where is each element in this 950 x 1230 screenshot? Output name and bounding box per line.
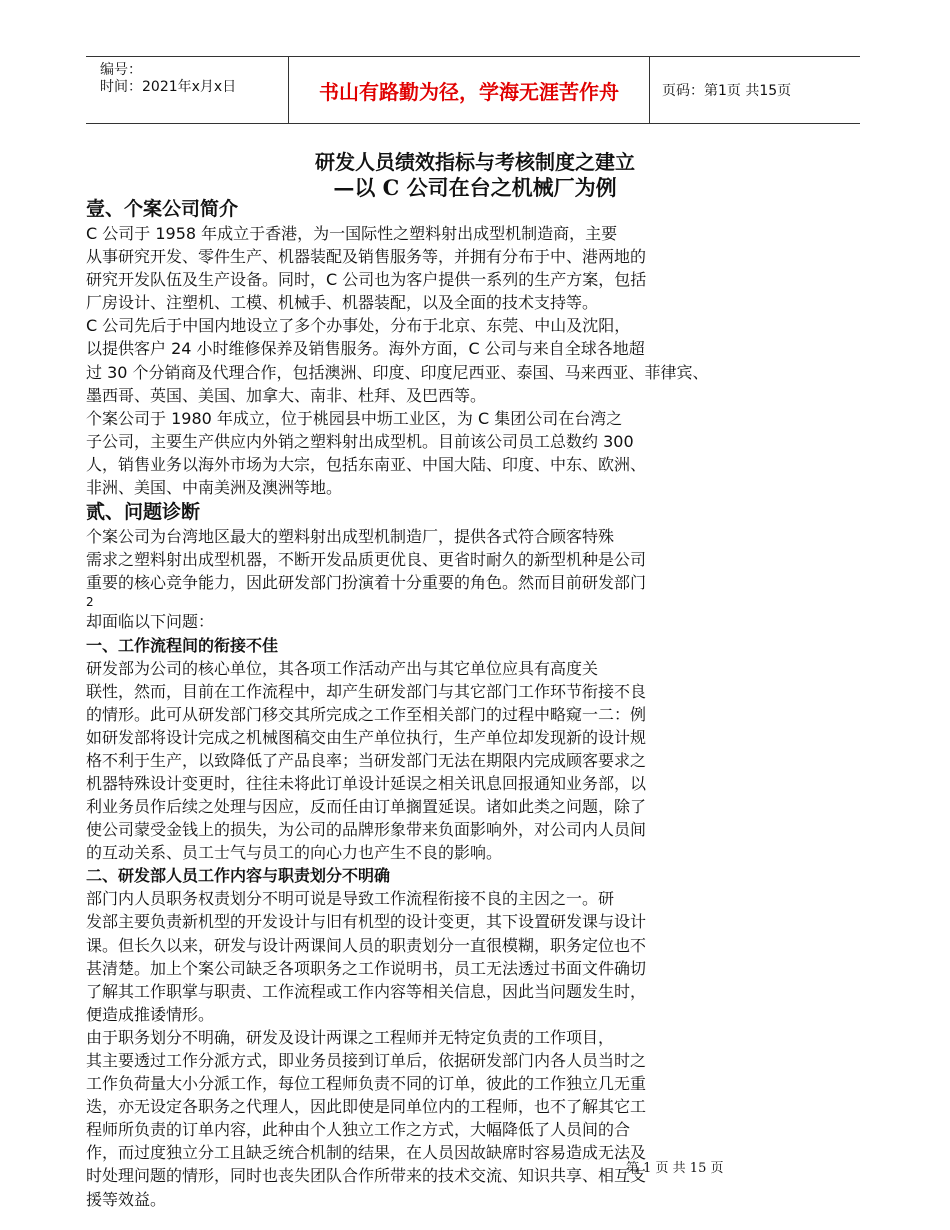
paragraph-line: 人，销售业务以海外市场为大宗，包括东南亚、中国大陆、印度、中东、欧洲、 <box>86 454 647 474</box>
paragraph-line: 机器特殊设计变更时，往往未将此订单设计延误之相关讯息回报通知业务部，以 <box>86 773 647 793</box>
document-number-label: 编号： <box>100 62 142 78</box>
section-heading: 壹、个案公司简介 <box>86 198 239 220</box>
header-motto: 书山有路勤为径，学海无涯苦作舟 <box>288 57 650 123</box>
header-page-info: 页码：第1页 共15页 <box>662 83 792 99</box>
paragraph-line: 援等效益。 <box>86 1189 167 1209</box>
paragraph-line: 研发部为公司的核心单位，其各项工作活动产出与其它单位应具有高度关 <box>86 658 599 678</box>
paragraph-line: 发部主要负责新机型的开发设计与旧有机型的设计变更，其下设置研发课与设计 <box>86 912 647 932</box>
paragraph-line: 程师所负责的订单内容，此种由个人独立工作之方式，大幅降低了人员间的合 <box>86 1120 631 1140</box>
paragraph-line: 甚清楚。加上个案公司缺乏各项职务之工作说明书，员工无法透过书面文件确切 <box>86 958 647 978</box>
paragraph-line: 墨西哥、英国、美国、加拿大、南非、杜拜、及巴西等。 <box>86 385 487 405</box>
subsection-heading: 一、工作流程间的衔接不佳 <box>86 635 279 655</box>
paragraph-line: 工作负荷量大小分派工作，每位工程师负责不同的订单，彼此的工作独立几无重 <box>86 1074 647 1094</box>
document-body <box>86 196 806 1211</box>
document-subtitle: —以 C 公司在台之机械厂为例 <box>333 175 617 200</box>
paragraph-line: 以提供客户 24 小时维修保养及销售服务。海外方面，C 公司与来自全球各地超 <box>86 339 645 359</box>
paragraph-line: 却面临以下问题： <box>86 612 215 632</box>
paragraph-line: 的互动关系、员工士气与员工的向心力也产生不良的影响。 <box>86 843 503 863</box>
paragraph-line: 重要的核心竞争能力，因此研发部门扮演着十分重要的角色。然而目前研发部门 <box>86 573 647 593</box>
paragraph-line: 课。但长久以来，研发与设计两课间人员的职责划分一直很模糊，职务定位也不 <box>86 935 647 955</box>
paragraph-line: 部门内人员职务权责划分不明可说是导致工作流程衔接不良的主因之一。研 <box>86 889 615 909</box>
paragraph-line: 迭，亦无设定各职务之代理人，因此即使是同单位内的工程师，也不了解其它工 <box>86 1097 647 1117</box>
paragraph-line: C 公司于 1958 年成立于香港，为一国际性之塑料射出成型机制造商，主要 <box>86 224 618 243</box>
paragraph-line: 联性，然而，目前在工作流程中，却产生研发部门与其它部门工作环节衔接不良 <box>86 681 647 701</box>
paragraph-line: 非洲、美国、中南美洲及澳洲等地。 <box>86 478 343 498</box>
paragraph-line: 其主要透过工作分派方式，即业务员接到订单后，依据研发部门内各人员当时之 <box>86 1051 647 1070</box>
subsection-heading: 二、研发部人员工作内容与职责划分不明确 <box>86 866 391 886</box>
paragraph-line: 时处理问题的情形，同时也丧失团队合作所带来的技术交流、知识共享、相互支 <box>86 1166 647 1186</box>
paragraph-line: 个案公司为台湾地区最大的塑料射出成型机制造厂，提供各式符合顾客特殊 <box>86 527 615 547</box>
paragraph-line: 子公司，主要生产供应内外销之塑料射出成型机。目前该公司员工总数约 300 <box>86 431 634 451</box>
paragraph-line: 个案公司于 1980 年成立，位于桃园县中坜工业区，为 C 集团公司在台湾之 <box>86 408 623 428</box>
paragraph-line: 研究开发队伍及生产设备。同时，C 公司也为客户提供一系列的生产方案，包括 <box>86 270 647 290</box>
paragraph-line: 使公司蒙受金钱上的损失，为公司的品牌形象带来负面影响外，对公司内人员间 <box>86 820 647 840</box>
header-meta <box>86 57 288 123</box>
paragraph-line: 厂房设计、注塑机、工模、机械手、机器装配，以及全面的技术支持等。 <box>86 293 599 313</box>
paragraph-line: 作，而过度独立分工且缺乏统合机制的结果，在人员因故缺席时容易造成无法及 <box>86 1143 647 1163</box>
paragraph-line: 便造成推诿情形。 <box>86 1004 215 1024</box>
paragraph-line: 了解其工作职掌与职责、工作流程或工作内容等相关信息，因此当问题发生时， <box>86 981 647 1001</box>
paragraph-line: 如研发部将设计完成之机械图稿交由生产单位执行，生产单位却发现新的设计规 <box>86 727 647 747</box>
paragraph-line: 由于职务划分不明确，研发及设计两课之工程师并无特定负责的工作项目， <box>86 1027 615 1047</box>
footnote-marker: 2 <box>86 595 94 610</box>
paragraph-line: 从事研究开发、零件生产、机器装配及销售服务等，并拥有分布于中、港两地的 <box>86 247 647 267</box>
paragraph-line: 的情形。此可从研发部门移交其所完成之工作至相关部门的过程中略窥一二：例 <box>86 704 647 724</box>
section-heading: 贰、问题诊断 <box>86 501 201 524</box>
paragraph-line: 利业务员作后续之处理与因应，反而任由订单搁置延误。诸如此类之问题，除了 <box>86 797 647 817</box>
paragraph-line: C 公司先后于中国内地设立了多个办事处，分布于北京、东莞、中山及沈阳， <box>86 316 631 336</box>
document-title: 研发人员绩效指标与考核制度之建立 <box>315 150 635 174</box>
paragraph-line: 过 30 个分销商及代理合作，包括澳洲、印度、印度尼西亚、泰国、马来西亚、菲律宾、 <box>86 362 709 382</box>
page-footer: 第 1 页 共 15 页 <box>626 1161 724 1176</box>
document-time-label: 时间：2021年x月x日 <box>100 79 237 95</box>
paragraph-line: 需求之塑料射出成型机器，不断开发品质更优良、更省时耐久的新型机种是公司 <box>86 550 647 570</box>
paragraph-line: 格不利于生产，以致降低了产品良率；当研发部门无法在期限内完成顾客要求之 <box>86 750 647 770</box>
page-header <box>86 56 860 124</box>
